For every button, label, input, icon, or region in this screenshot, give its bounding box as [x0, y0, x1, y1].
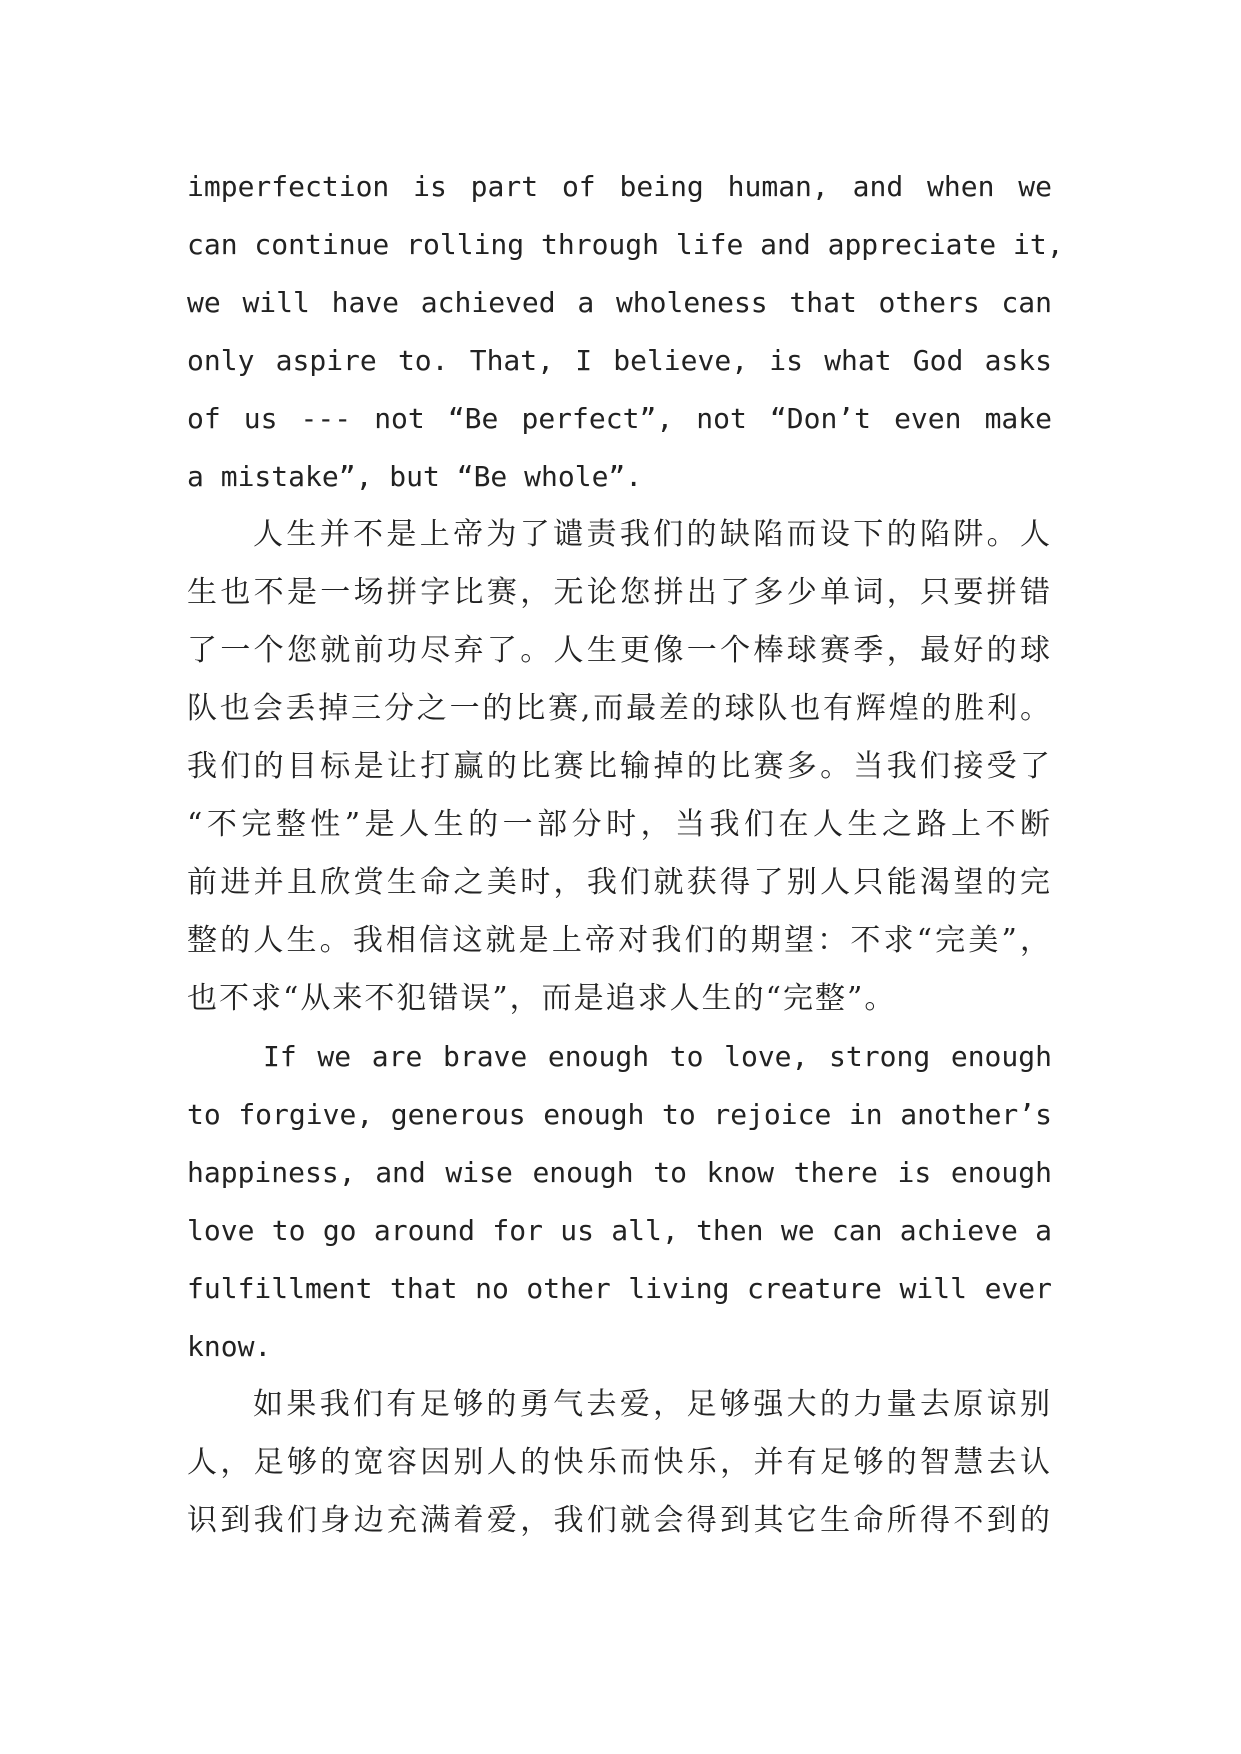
- text-line: know.: [187, 1330, 272, 1363]
- text-line: can continue rolling through life and appreciate it,: [187, 228, 1064, 261]
- text-line: a mistake”, but “Be whole”.: [187, 460, 643, 493]
- document-body: [187, 158, 1064, 1550]
- text-line: imperfection is part of being human, and when we: [187, 170, 1052, 203]
- paragraph-chinese-1: [187, 506, 1052, 1028]
- text-line: If we are brave enough to love, strong enough: [263, 1040, 1052, 1073]
- text-line: only aspire to. That, I believe, is what God asks: [187, 344, 1052, 377]
- paragraph-chinese-2: [187, 1376, 1052, 1550]
- text-line: love to go around for us all, then we can achieve a: [187, 1214, 1052, 1247]
- text-line: 了一个您就前功尽弃了。人生更像一个棒球赛季，最好的球: [187, 633, 1052, 668]
- text-line: 如果我们有足够的勇气去爱，足够强大的力量去原谅别: [253, 1387, 1052, 1422]
- text-line: we will have achieved a wholeness that others can: [187, 286, 1052, 319]
- paragraph-english-2: [187, 1028, 1052, 1376]
- text-line: “不完整性”是人生的一部分时，当我们在人生之路上不断: [187, 807, 1052, 842]
- paragraph-english-1: [187, 158, 1064, 506]
- text-line: 队也会丢掉三分之一的比赛,而最差的球队也有辉煌的胜利。: [187, 691, 1052, 726]
- text-line: 识到我们身边充满着爱，我们就会得到其它生命所得不到的: [187, 1503, 1052, 1538]
- text-line: 整的人生。我相信这就是上帝对我们的期望：不求“完美”，: [187, 923, 1052, 958]
- text-line: happiness, and wise enough to know there is enough: [187, 1156, 1052, 1189]
- text-line: 也不求“从来不犯错误”，而是追求人生的“完整”。: [187, 981, 897, 1016]
- text-line: 人生并不是上帝为了谴责我们的缺陷而设下的陷阱。人: [253, 517, 1052, 552]
- text-line: fulfillment that no other living creature will ever: [187, 1272, 1052, 1305]
- text-line: 前进并且欣赏生命之美时，我们就获得了别人只能渴望的完: [187, 865, 1052, 900]
- text-line: 生也不是一场拼字比赛，无论您拼出了多少单词，只要拼错: [187, 575, 1052, 610]
- text-line: 我们的目标是让打赢的比赛比输掉的比赛多。当我们接受了: [187, 749, 1052, 784]
- text-line: 人，足够的宽容因别人的快乐而快乐，并有足够的智慧去认: [187, 1445, 1052, 1480]
- text-line: of us --- not “Be perfect”, not “Don’t even make: [187, 402, 1052, 435]
- text-line: to forgive, generous enough to rejoice in another’s: [187, 1098, 1052, 1131]
